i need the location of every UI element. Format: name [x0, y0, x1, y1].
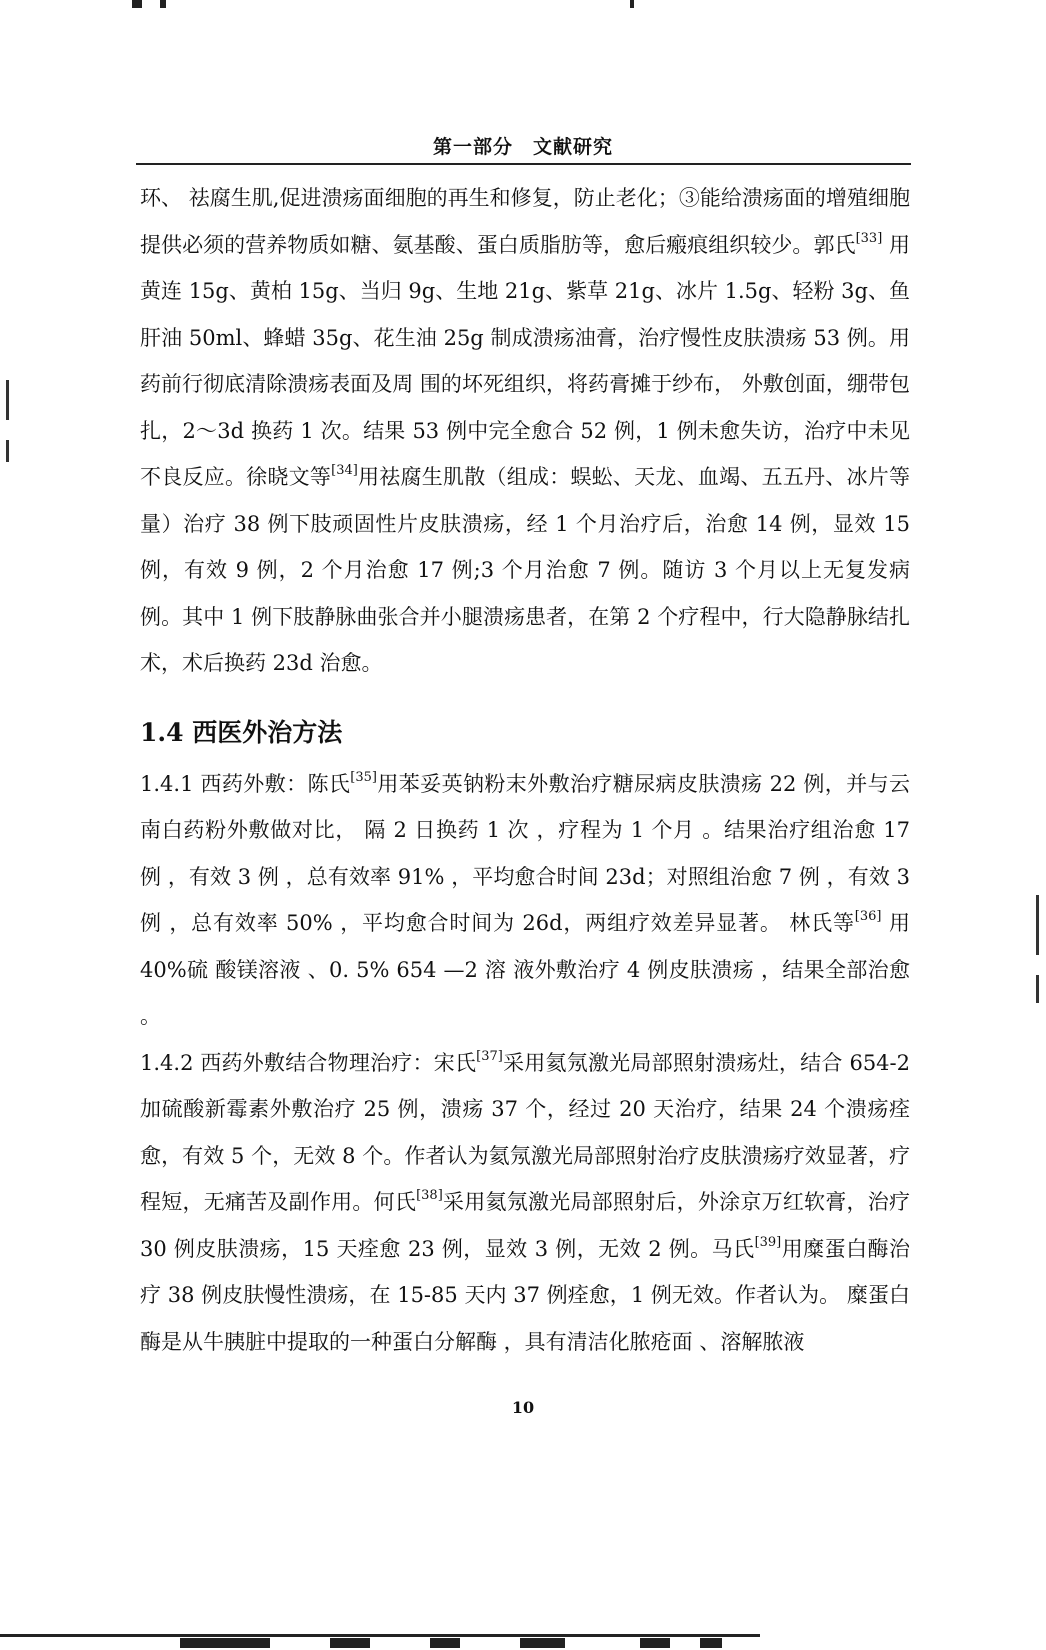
citation-ref: [35]: [350, 769, 377, 785]
header-rule: [136, 163, 911, 165]
paragraph-external-tcm-treatments: [140, 175, 910, 687]
citation-ref: [37]: [476, 1048, 503, 1064]
citation-ref: [38]: [416, 1188, 443, 1203]
text-run: 用黄连 15g、黄柏 15g、当归 9g、生地 21g、紫草 21g、冰片 1.5g、轻粉 3g、鱼肝油 50ml、蜂蜡 35g、花生油 25g 制成溃疡油膏，治疗慢性皮肤溃疡 53 例。用药前行彻底清除溃疡表面及周 围的坏死组织，将药膏摊于纱布， 外敷创面，绷带包扎，2～3d 换药 1 次。结果 53 例中完全愈合 52 例，1 例未愈失访，治疗中未见不良反应。徐晓文等: [140, 232, 910, 489]
text-run: 1.4.1 西药外敷：陈氏: [140, 771, 351, 796]
text-run: 用 40%硫 酸镁溶液 、0. 5% 654 —2 溶 液外敷治疗 4 例皮肤溃疡 ，结果全部治愈 。: [140, 911, 910, 1028]
running-header: 第一部分 文献研究: [432, 136, 613, 158]
section-heading: 1.4 西医外治方法: [140, 717, 343, 747]
scan-artifact-bottom: [0, 1628, 1046, 1650]
scan-artifact-left: [6, 440, 9, 462]
text-run: 用糜蛋白酶治疗 38 例皮肤慢性溃疡，在 15-85 天内 37 例痊愈，1 例无效。作者认为。 糜蛋白酶是从牛胰脏中提取的一种蛋白分解酶 ，具有清洁化脓疮面 、溶解脓液: [140, 1236, 910, 1354]
text-run: 采用氦氖激光局部照射后，外涂京万红软膏，治疗 30 例皮肤溃疡，15 天痊愈 23 例，显效 3 例，无效 2 例。马氏: [140, 1190, 911, 1261]
text-run: 用祛腐生肌散（组成：蜈蚣、天龙、血竭、五五丹、冰片等量）治疗 38 例下肢顽固性片皮肤溃疡，经 1 个月治疗后，治愈 14 例，显效 15 例，有效 9 例，2 个月治愈 17 例;3 个月治愈 7 例。随访 3 个月以上无复发病例。其中 1 例下肢静脉曲张合并小腿溃疡患者，在第 2 个疗程中，行大隐静脉结扎术，术后换药 23d 治愈。: [140, 465, 911, 675]
text-run: 环、 祛腐生肌,促进溃疡面细胞的再生和修复，防止老化；③能给溃疡面的增殖细胞提供必须的营养物质如糖、氨基酸、蛋白质脂肪等，愈后瘢痕组织较少。郭氏: [140, 186, 910, 257]
scan-artifact-left: [6, 380, 9, 420]
page-body: [140, 175, 910, 1365]
paragraph-drugs-with-physical-therapy: [140, 1040, 910, 1366]
scan-artifact-right: [1036, 895, 1039, 955]
text-run: 用苯妥英钠粉末外敷治疗糖尿病皮肤溃疡 22 例，并与云南白药粉外敷做对比， 隔 2 日换药 1 次 ，疗程为 1 个月 。结果治疗组治愈 17 例 ，有效 3 例 ，总有效率 91% ，平均愈合时间 23d；对照组治愈 7 例 ，有效 3 例 ，总有效率 50% ，平均愈合时间为 26d，两组疗效差异显著。 林氏等: [140, 771, 910, 935]
page-number: 10: [511, 1398, 535, 1417]
citation-ref: [34]: [331, 463, 358, 478]
text-run: 1.4.2 西药外敷结合物理治疗：宋氏: [140, 1050, 477, 1075]
paragraph-western-topical-drugs: [140, 761, 910, 1040]
citation-ref: [36]: [854, 909, 882, 924]
citation-ref: [39]: [754, 1234, 782, 1250]
scan-artifact-top: [120, 0, 920, 10]
text-run: 采用氦氖激光局部照射溃疡灶，结合 654-2 加硫酸新霉素外敷治疗 25 例，溃疡 37 个，经过 20 天治疗，结果 24 个溃疡痊愈，有效 5 个，无效 8 个。作者认为氦氖激光局部照射治疗皮肤溃疡疗效显著，疗程短，无痛苦及副作用。何氏: [140, 1050, 911, 1214]
scan-artifact-right: [1036, 975, 1039, 1003]
citation-ref: [33]: [855, 230, 883, 246]
